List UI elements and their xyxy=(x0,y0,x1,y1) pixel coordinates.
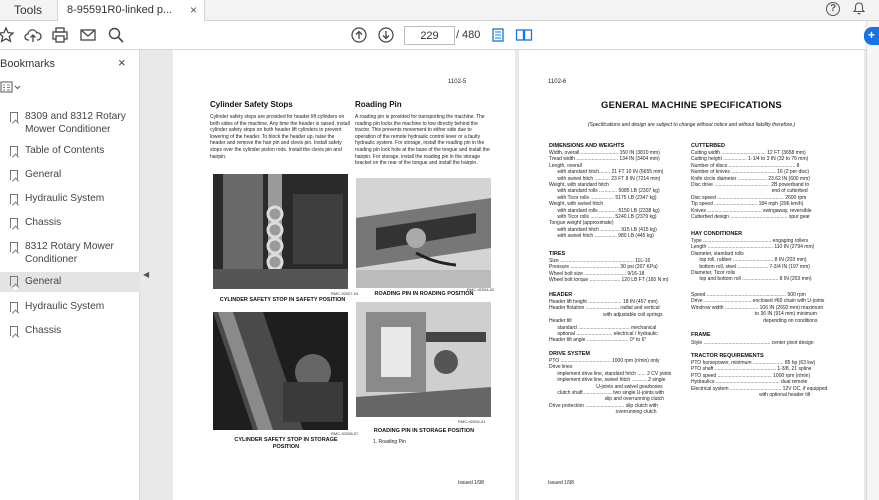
section-frame: FRAME xyxy=(691,332,711,338)
pdf-page-right xyxy=(519,50,864,500)
close-tab-icon[interactable]: × xyxy=(190,3,198,17)
image-ref-1: RMC-92007-04 xyxy=(331,291,359,296)
header-specs: Header lift height ........................ 18 IN (457 mm) Header flotation ........................ radial and vertical with adjustable coil springs Header tilt standard ..................................... mechanical optional .......................... electrical / hydraulic Header tilt angle .............................. 0° to 6° xyxy=(549,299,663,344)
caption-safety-position: CYLINDER SAFETY STOP IN SAFETY POSITION xyxy=(219,297,346,303)
heading-cylinder-safety-stops: Cylinder Safety Stops xyxy=(210,100,293,109)
page-separator: / xyxy=(456,29,460,41)
caption-roading-position: ROADING PIN IN ROADING POSITION xyxy=(374,291,474,297)
photo-cylinder-safety-position xyxy=(213,174,348,289)
bookmark-item[interactable]: Chassis xyxy=(0,214,140,231)
page-number: 1102-5 xyxy=(448,79,467,85)
main-toolbar xyxy=(0,21,879,50)
search-icon[interactable] xyxy=(107,26,125,44)
notification-bell-icon[interactable] xyxy=(853,2,865,18)
bookmark-list xyxy=(0,108,140,339)
section-tractor: TRACTOR REQUIREMENTS xyxy=(691,353,764,359)
page-number-input[interactable]: 229 xyxy=(404,26,455,45)
bookmark-icon xyxy=(10,112,18,122)
email-icon[interactable] xyxy=(79,26,97,44)
bookmark-icon xyxy=(10,170,18,180)
tools-tab[interactable]: Tools xyxy=(14,3,43,17)
two-page-view-icon[interactable] xyxy=(515,26,533,44)
tab-bar xyxy=(0,0,879,21)
image-ref-2: RMC-92094-02 xyxy=(467,287,495,292)
section-cutterbed: CUTTERBED xyxy=(691,143,725,149)
tires-specs: Size ..................................................... 11L-15 Pressure ................................... 30 psi (207 KPa) Wheel bolt size .............................. 9/16-18 Wheel bolt torque ...................... 120 LB FT (165 N m) xyxy=(549,258,669,284)
photo-cylinder-storage-position xyxy=(213,312,348,430)
bookmarks-title: Bookmarks xyxy=(0,58,56,70)
spec-subtitle: (Specifications and design are subject to change without notice and without liability therefore.) xyxy=(587,122,796,128)
upload-cloud-icon[interactable] xyxy=(24,26,42,44)
bookmarks-panel xyxy=(0,50,140,500)
hay-conditioner-specs-2: Speed ......................................................... 900 rpm Drive .................................. enclosed #60 chain with U-joints Windrow width ........................ 106 IN (2692 mm) maximum to 36 IN (914 mm) minimum depending on conditions xyxy=(691,292,825,324)
bookmark-icon xyxy=(10,146,18,156)
dimensions-specs: Width, overall ........................... 150 IN (3810 mm) Tread width .............................. 134 IN (3404 mm) Length, overall with standard hitch........ 21 FT 10 IN (6655 mm) with swivel hitch ........... 23 FT 8 IN (7214 mm) Weight, with standard hitch with standard rolls ............. 5085 LB (2307 kg) with Ticor rolls ................. 5175 LB (2347 kg) Weight, with swivel hitch with standard rolls ............. 5150 LB (2338 kg) with Ticor rolls ................. 5240 LB (2379 kg) Tongue weight (approximate) with standard hitch .............. 915 LB (415 kg) with swivel hitch ................ 980 LB (445 kg) xyxy=(549,150,664,240)
section-tires: TIRES xyxy=(549,251,566,257)
section-header: HEADER xyxy=(549,292,573,298)
document-tab[interactable] xyxy=(57,0,205,21)
single-page-view-icon[interactable] xyxy=(489,26,507,44)
body-text-cylinder: Cylinder safety stops are provided for header lift cylinders on both sides of the machine. Any time the header is raised, install cylinder safety stops on both header lift cylinders to prevent lowering of the header. To block the header up, raise the header and remove the hair pin and clevis pin. Install safety stops over the cylinder piston rods. Install the clevis pin and hairpin. xyxy=(210,114,350,160)
bookmark-item[interactable]: 8309 and 8312 Rotary Mower Conditioner xyxy=(0,108,140,138)
image-ref-4: RMC-92005-01 xyxy=(458,419,486,424)
bookmark-item[interactable]: 8312 Rotary Mower Conditioner xyxy=(0,238,140,268)
body-text-roading: A roading pin is provided for transporting the machine. The roading pin locks the machine to tow directly behind the tractor. This prevents movement to either side due to operation of the remote hydraulic control lever or a faulty hydraulic system. For storage, install the roading pin in the roading pin lock hole at the base of the tongue and install the hairpin. For storage, install the roading pin in the storage bracket on the rear of the tongue and install the hairpin. xyxy=(355,114,490,167)
bookmark-options-menu[interactable] xyxy=(0,80,40,96)
heading-roading-pin: Roading Pin xyxy=(355,100,402,109)
caption-storage-position: CYLINDER SAFETY STOP IN STORAGE POSITION xyxy=(234,437,338,450)
right-tool-rail xyxy=(866,21,879,500)
bookmark-item-selected[interactable]: General xyxy=(0,272,140,292)
bookmark-item[interactable]: Chassis xyxy=(0,322,140,339)
page-number: 1102-6 xyxy=(548,79,567,85)
print-icon[interactable] xyxy=(51,26,69,44)
section-dimensions: DIMENSIONS AND WEIGHTS xyxy=(549,143,625,149)
bookmark-item[interactable]: Hydraulic System xyxy=(0,298,140,315)
page-footer: Issued 1/98 xyxy=(548,480,574,486)
section-hay-conditioner: HAY CONDITIONER xyxy=(691,231,743,237)
page-footer: Issued 1/98 xyxy=(458,480,484,486)
tractor-specs: PTO horsepower, minimum ...................... 85 hp (63 kw) PTO shaft ............................................ 1-3/8, 21 spline PTO speed ....................................... 1000 rpm (r/min) Hydraulics .............................................. dual remote Electrical system ..................................... 12V DC, if equipped with optional header tilt xyxy=(691,360,828,399)
legend-roading-pin: 1. Roading Pin xyxy=(373,439,406,445)
pdf-page-left xyxy=(173,50,515,500)
drive-specs: PTO .................................... 1000 rpm (r/min) only Drive lines implement drive line, standard hitch ...... 2 CV joints implement drive line, swivel hitch ........... 2 single U-joints and swivel gearboxes clutch shaft .................... two single U-joints with slip and overrunning clutch Drive protection ............................ slip clutch with overrunning clutch xyxy=(549,358,672,416)
close-panel-icon[interactable]: × xyxy=(118,55,126,70)
section-drive: DRIVE SYSTEM xyxy=(549,351,590,357)
bookmark-icon xyxy=(10,276,18,286)
caption-storage-roading: ROADING PIN IN STORAGE POSITION xyxy=(373,428,475,434)
cutterbed-specs: Cutting width ................................ 12 FT (3658 mm) Cutting height ................. 1-1/4 to 3 IN (32 to 76 mm) Number of discs ................................................ 8 Number of knives ................................ 16 (2 per disc) Knife circle diameter ..................... 23.62 IN (600 mm) Disc drive ........................................ 2B powerband to end of cutterbed Disc speed ................................................ 2600 rpm Tip speed ............................... 184 mph (296 km/h) Knives ....................................... swingaway, reversible Cutterbed design ......................................... spur gear xyxy=(691,150,812,221)
hay-conditioner-specs: Type ................................................. engaging rollers Length ............................................... 110 IN (2794 mm) Diameter, standard rolls top roll, rubber ............................. 8 IN (203 mm) bottom roll, steel ...................... 7-3/4 IN (197 mm) Diameter, Ticor rolls top and bottom roll .......................... 8 IN (203 mm) xyxy=(691,238,815,283)
bookmark-icon xyxy=(10,326,18,336)
help-icon[interactable]: ? xyxy=(826,2,840,16)
bookmark-item[interactable]: Table of Contents xyxy=(0,142,140,159)
add-tool-button[interactable]: + xyxy=(864,27,879,45)
photo-roading-pin-roading xyxy=(356,178,491,288)
bookmark-icon xyxy=(10,218,18,228)
previous-page-icon[interactable] xyxy=(350,26,368,44)
image-ref-3: RMC-92008-07 xyxy=(331,431,359,436)
photo-roading-pin-storage xyxy=(356,302,491,417)
bookmark-icon xyxy=(10,302,18,312)
collapse-panel-icon[interactable]: ◀ xyxy=(143,270,150,279)
page-total: 480 xyxy=(462,29,481,41)
next-page-icon[interactable] xyxy=(377,26,395,44)
bookmark-item[interactable]: General xyxy=(0,166,140,183)
bookmark-icon xyxy=(10,242,18,252)
bookmark-star-icon[interactable] xyxy=(0,26,15,44)
frame-specs: Style ................................................ center pivot design xyxy=(691,340,814,346)
document-tab-label: 8-95591R0-linked p... xyxy=(67,4,173,16)
spec-title: GENERAL MACHINE SPECIFICATIONS xyxy=(601,100,782,111)
bookmark-icon xyxy=(10,194,18,204)
bookmark-item[interactable]: Hydraulic System xyxy=(0,190,140,207)
